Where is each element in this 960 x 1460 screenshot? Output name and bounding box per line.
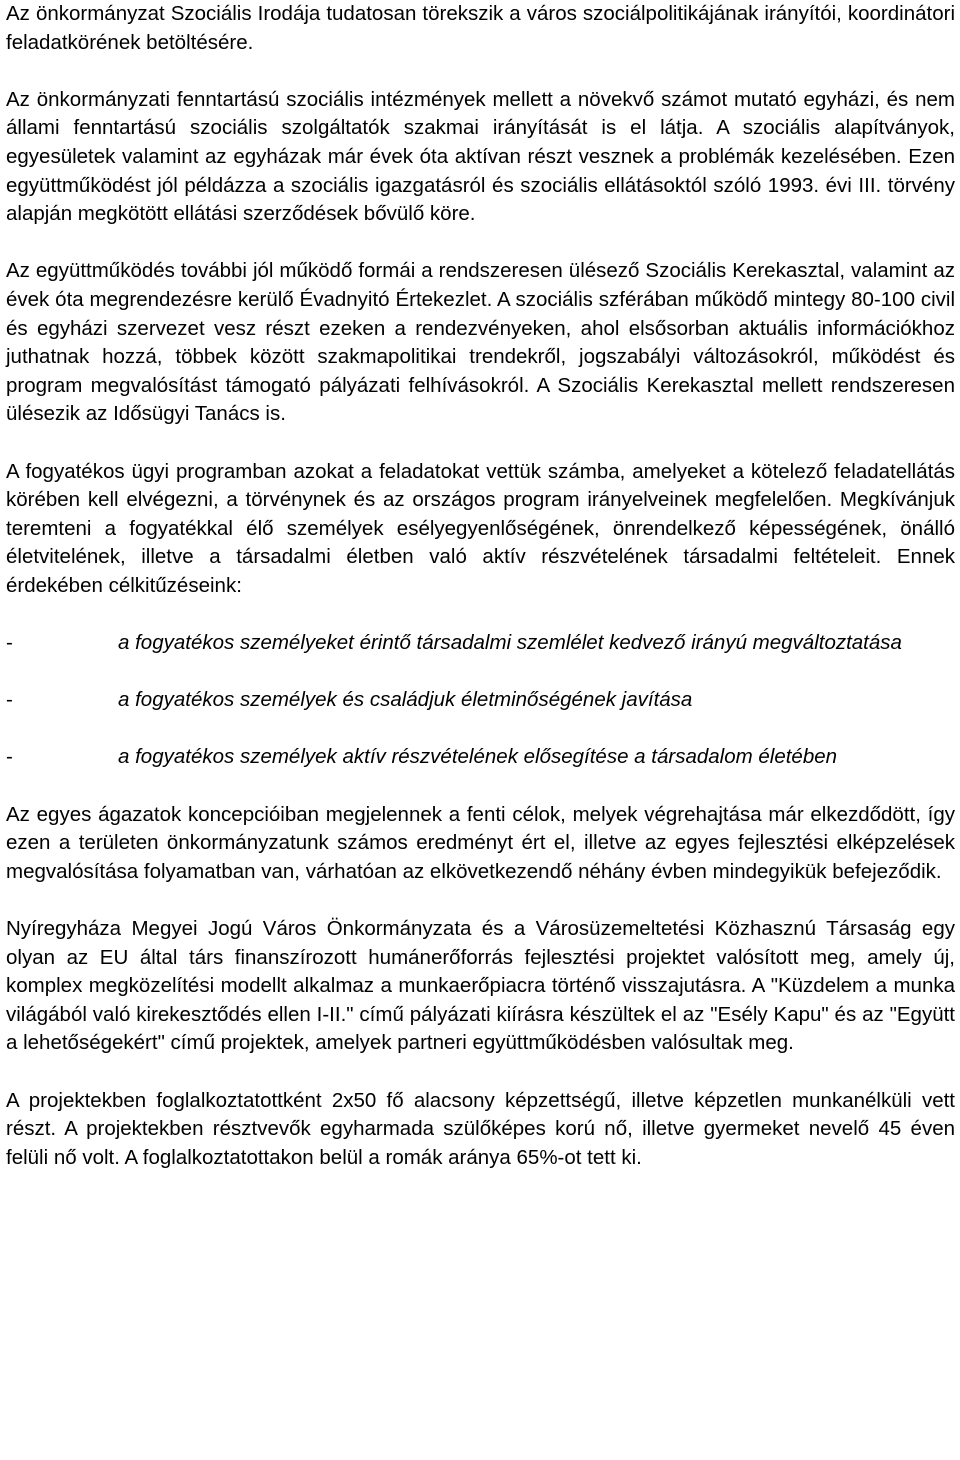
goal-text: a fogyatékos személyek aktív részvételének elősegítése a társadalom életében (118, 745, 838, 769)
paragraph-spacer (6, 429, 955, 458)
paragraph-spacer (6, 229, 955, 258)
paragraph-spacer (6, 600, 955, 629)
paragraph-spacer (6, 715, 955, 744)
paragraph-spacer (6, 658, 955, 687)
paragraph-2: Az önkormányzati fenntartású szociális intézmények mellett a növekvő számot mutató egyházi, és nem állami fenntartású szociális szolgáltatók szakmai irányítását is el látja. A szociális alapítványok, egyesületek valamint az egyházak már évek óta aktívan részt vesznek a problémák kezelésében. Ezen együttműködést jól példázza a szociális igazgatásról és szociális ellátásoktól szóló 1993. évi III. törvény alapján megkötött ellátási szerződések bővülő köre. (6, 87, 955, 226)
list-dash: - (6, 745, 13, 769)
paragraph-spacer (6, 1058, 955, 1087)
paragraph-7: A projektekben foglalkoztatottként 2x50 fő alacsony képzettségű, illetve képzetlen munkanélküli vett részt. A projektekben résztvevők egyharmada szülőképes korú nő, illetve gyermeket nevelő 45 éven felüli nő volt. A foglalkoztatottakon belül a romák aránya 65%-ot tett ki. (6, 1088, 955, 1169)
paragraph-spacer (6, 772, 955, 801)
paragraph-4: A fogyatékos ügyi programban azokat a feladatokat vettük számba, amelyeket a kötelező feladatellátás körében kell elvégezni, a törvénynek és az országos program irányelveinek megfelelően. Megkívánjuk teremteni a fogyatékkal élő személyek esélyegyenlőségének, önrendelkező képességének, önálló életvitelének, illetve a társadalmi életben való aktív részvételének társadalmi feltételeit. Ennek érdekében célkitűzéseink: (6, 459, 955, 597)
paragraph-spacer (6, 886, 955, 915)
goal-text: a fogyatékos személyek és családjuk életminőségének javítása (118, 688, 693, 712)
paragraph-1: Az önkormányzat Szociális Irodája tudatosan törekszik a város szociálpolitikájának irányítói, koordinátori feladatkörének betöltésére. (6, 2, 955, 54)
goal-list-item (6, 743, 955, 772)
goal-text: a fogyatékos személyeket érintő társadalmi szemlélet kedvező irányú megváltoztatása (118, 631, 902, 655)
paragraph-5: Az egyes ágazatok koncepcióiban megjelennek a fenti célok, melyek végrehajtása már elkezdődött, így ezen a területen önkormányzatunk számos eredményt ért el, illetve az egyes fejlesztési elképzelések megvalósítása folyamatban van, várhatóan az elkövetkezendő néhány évben mindegyikük befejeződik. (6, 802, 955, 883)
goal-list-item (6, 686, 955, 715)
paragraph-spacer (6, 57, 955, 86)
paragraph-6: Nyíregyháza Megyei Jogú Város Önkormányzata és a Városüzemeltetési Közhasznú Társaság egy olyan az EU által társ finanszírozott humánerőforrás fejlesztési projektet valósított meg, amely új, komplex megközelítési modellt alkalmaz a munkaerőpiacra történő visszajutásra. A "Küzdelem a munka világából való kirekesztődés ellen I-II." című pályázati kiírásra készültek el az "Esély Kapu" és az "Együtt a lehetőségekért" című projektek, amelyek partneri együttműködésben valósultak meg. (6, 917, 955, 1055)
list-dash: - (6, 631, 13, 655)
paragraph-3: Az együttműködés további jól működő formái a rendszeresen ülésező Szociális Kerekasztal, valamint az évek óta megrendezésre kerülő Évadnyitó Értekezlet. A szociális szférában működő mintegy 80-100 civil és egyházi szervezet vesz részt ezeken a rendezvényeken, ahol elsősorban aktuális információkhoz juthatnak hozzá, többek között szakmapolitikai trendekről, jogszabályi változásokról, működést és program megvalósítást támogató pályázati felhívásokról. A Szociális Kerekasztal mellett rendszeresen ülésezik az Idősügyi Tanács is. (6, 259, 955, 426)
goal-list-item (6, 629, 955, 658)
list-dash: - (6, 688, 13, 712)
document-page (6, 0, 955, 1172)
